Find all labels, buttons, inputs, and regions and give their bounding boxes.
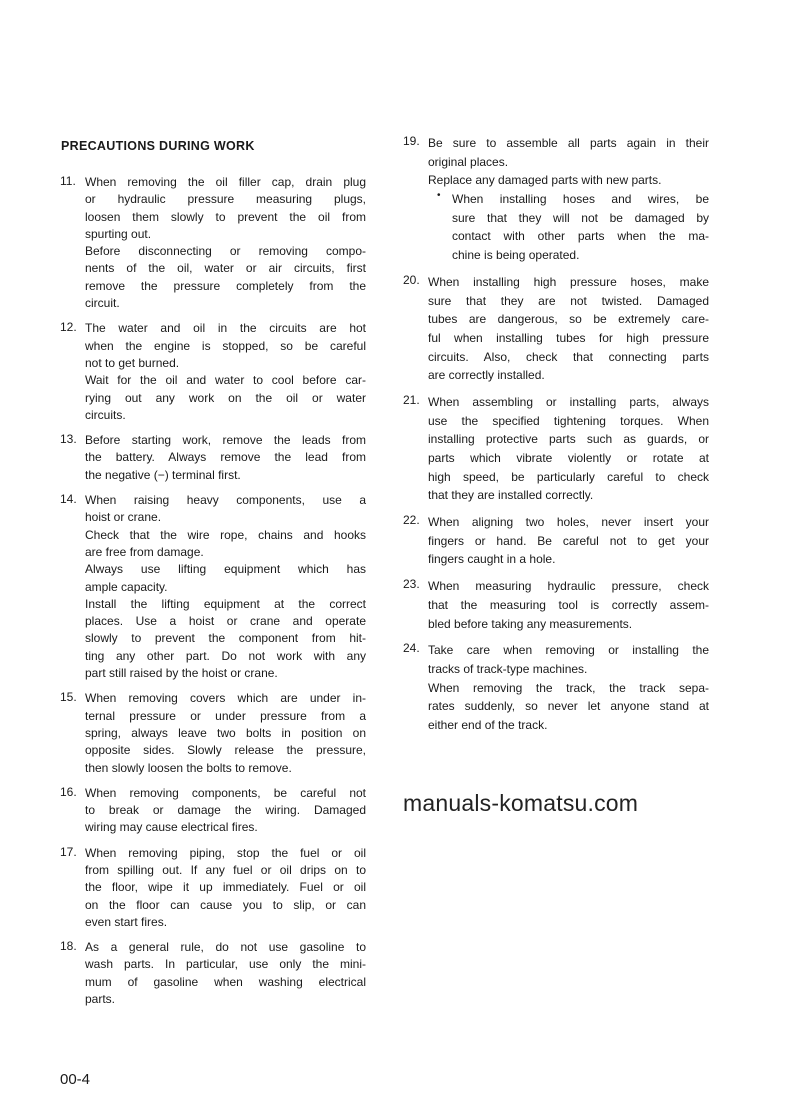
text-line: part still raised by the hoist or crane. xyxy=(85,666,278,681)
text-line: sure that they will not be damaged by xyxy=(452,210,709,225)
text-line: circuits. Also, check that connecting parts xyxy=(428,349,709,364)
text-line: mum of gasoline when washing electrical xyxy=(85,974,366,989)
item-number: 14. xyxy=(60,492,77,507)
text-line: contact with other parts when the ma- xyxy=(452,229,709,244)
text-line: When installing high pressure hoses, make xyxy=(428,274,709,289)
text-line: hoist or crane. xyxy=(85,510,162,525)
item-number: 17. xyxy=(60,844,77,859)
item-number: 22. xyxy=(403,513,420,528)
text-line: opposite sides. Slowly release the pressure, xyxy=(85,743,366,758)
text-line: even start fires. xyxy=(85,914,168,929)
text-line: either end of the track. xyxy=(428,717,548,732)
text-line: fingers or hand. Be careful not to get your xyxy=(428,533,709,548)
text-line: spring, always leave two bolts in position on xyxy=(85,725,366,740)
text-line: that the measuring tool is correctly assem- xyxy=(428,597,709,612)
text-line: circuits. xyxy=(85,407,126,422)
text-line: slowly to prevent the component from hit- xyxy=(85,631,366,646)
text-line: remove the pressure completely from the xyxy=(85,278,366,293)
text-line: the battery. Always remove the lead from xyxy=(85,450,366,465)
text-line: to break or damage the wiring. Damaged xyxy=(85,803,366,818)
text-line: When raising heavy components, use a xyxy=(85,493,366,508)
text-line: Install the lifting equipment at the correct xyxy=(85,596,366,611)
text-line: ternal pressure or under pressure from a xyxy=(85,708,366,723)
page-number: 00-4 xyxy=(60,1071,91,1088)
text-line: installing protective parts such as guards, or xyxy=(428,432,709,447)
text-line: or hydraulic pressure measuring plugs, xyxy=(85,192,366,207)
text-line: Before disconnecting or removing compo- xyxy=(85,244,366,259)
text-line: wiring may cause electrical fires. xyxy=(85,820,258,835)
text-line: When aligning two holes, never insert your xyxy=(428,515,709,530)
text-line: use the specified tightening torques. When xyxy=(428,413,709,428)
list-item xyxy=(403,393,709,505)
text-line: Always use lifting equipment which has xyxy=(85,562,366,577)
text-line: Take care when removing or installing the xyxy=(428,643,709,658)
list-item xyxy=(60,320,366,424)
text-line: rying out any work on the oil or water xyxy=(85,390,366,405)
text-line: bled before taking any measurements. xyxy=(428,616,633,631)
item-number: 16. xyxy=(60,784,77,799)
text-line: are correctly installed. xyxy=(428,368,545,383)
item-number: 23. xyxy=(403,577,420,592)
item-number: 24. xyxy=(403,641,420,656)
item-number: 19. xyxy=(403,134,420,148)
text-line: chine is being operated. xyxy=(452,248,580,263)
text-line: when the engine is stopped, so be careful xyxy=(85,338,366,353)
bullet-item xyxy=(428,190,709,265)
text-line: circuit. xyxy=(85,296,120,311)
item-number: 11. xyxy=(60,174,76,188)
text-line: When removing the oil filler cap, drain plug xyxy=(85,175,366,189)
item-number: 20. xyxy=(403,272,420,287)
text-line: ting any other part. Do not work with any xyxy=(85,648,366,663)
text-line: then slowly loosen the bolts to remove. xyxy=(85,760,292,775)
text-line: As a general rule, do not use gasoline to xyxy=(85,940,366,955)
text-line: tracks of track-type machines. xyxy=(428,661,588,676)
text-line: loosen them slowly to prevent the oil from xyxy=(85,209,366,224)
text-line: high speed, be particularly careful to check xyxy=(428,469,709,484)
text-line: Wait for the oil and water to cool before car- xyxy=(85,373,366,388)
text-line: places. Use a hoist or crane and operate xyxy=(85,614,366,629)
list-item xyxy=(403,641,709,734)
text-line: Check that the wire rope, chains and hooks xyxy=(85,527,366,542)
list-item xyxy=(60,492,366,682)
text-line: When assembling or installing parts, always xyxy=(428,394,709,409)
text-line: parts. xyxy=(85,992,116,1007)
text-line: that they are installed correctly. xyxy=(428,488,594,503)
text-line: When removing the track, the track sepa- xyxy=(428,680,709,695)
list-item xyxy=(403,513,709,569)
text-line: When measuring hydraulic pressure, check xyxy=(428,579,709,594)
text-line: not to get burned. xyxy=(85,355,180,370)
bullet-icon: • xyxy=(437,190,441,202)
item-number: 21. xyxy=(403,392,420,407)
text-line: Before starting work, remove the leads from xyxy=(85,433,366,448)
text-line: the negative (−) terminal first. xyxy=(85,467,241,482)
text-line: are free from damage. xyxy=(85,544,204,559)
list-item xyxy=(60,690,366,776)
text-line: nents of the oil, water or air circuits, first xyxy=(85,261,366,276)
list-item xyxy=(403,134,709,265)
text-line: When installing hoses and wires, be xyxy=(452,192,709,207)
text-line: rates suddenly, so never let anyone stand at xyxy=(428,699,709,714)
section-heading: PRECAUTIONS DURING WORK xyxy=(61,139,255,153)
text-line: ful when installing tubes for high pressure xyxy=(428,330,709,345)
text-line: parts which vibrate violently or rotate at xyxy=(428,451,709,465)
text-line: ample capacity. xyxy=(85,579,168,594)
text-line: When removing covers which are under in- xyxy=(85,691,366,706)
text-line: When removing piping, stop the fuel or oil xyxy=(85,845,366,860)
item-number: 13. xyxy=(60,432,77,447)
text-line: spurting out. xyxy=(85,226,152,241)
text-line: from spilling out. If any fuel or oil drips on to xyxy=(85,862,366,877)
text-line: original places. xyxy=(428,154,509,169)
text-line: wash parts. In particular, use only the mini- xyxy=(85,957,366,972)
text-line: The water and oil in the circuits are hot xyxy=(85,321,366,336)
list-item xyxy=(60,939,366,1008)
text-line: Be sure to assemble all parts again in their xyxy=(428,136,709,150)
watermark-link[interactable]: manuals-komatsu.com xyxy=(403,790,639,816)
list-item xyxy=(60,785,366,837)
item-number: 12. xyxy=(60,320,77,335)
item-number: 15. xyxy=(60,690,77,705)
item-number: 18. xyxy=(60,939,77,954)
list-item xyxy=(60,174,366,312)
right-column xyxy=(403,134,709,743)
left-column xyxy=(60,174,366,1016)
text-line: the floor, wipe it up immediately. Fuel or oil xyxy=(85,880,366,895)
text-line: tubes are dangerous, so be extremely care- xyxy=(428,312,709,327)
text-line: sure that they are not twisted. Damaged xyxy=(428,293,709,308)
text-line: fingers caught in a hole. xyxy=(428,552,556,567)
text-line: on the floor can cause you to slip, or can xyxy=(85,897,366,912)
text-line: Replace any damaged parts with new parts. xyxy=(428,173,662,188)
list-item xyxy=(403,577,709,633)
list-item xyxy=(60,432,366,484)
text-line: When removing components, be careful not xyxy=(85,785,366,800)
list-item xyxy=(403,273,709,385)
list-item xyxy=(60,845,366,931)
